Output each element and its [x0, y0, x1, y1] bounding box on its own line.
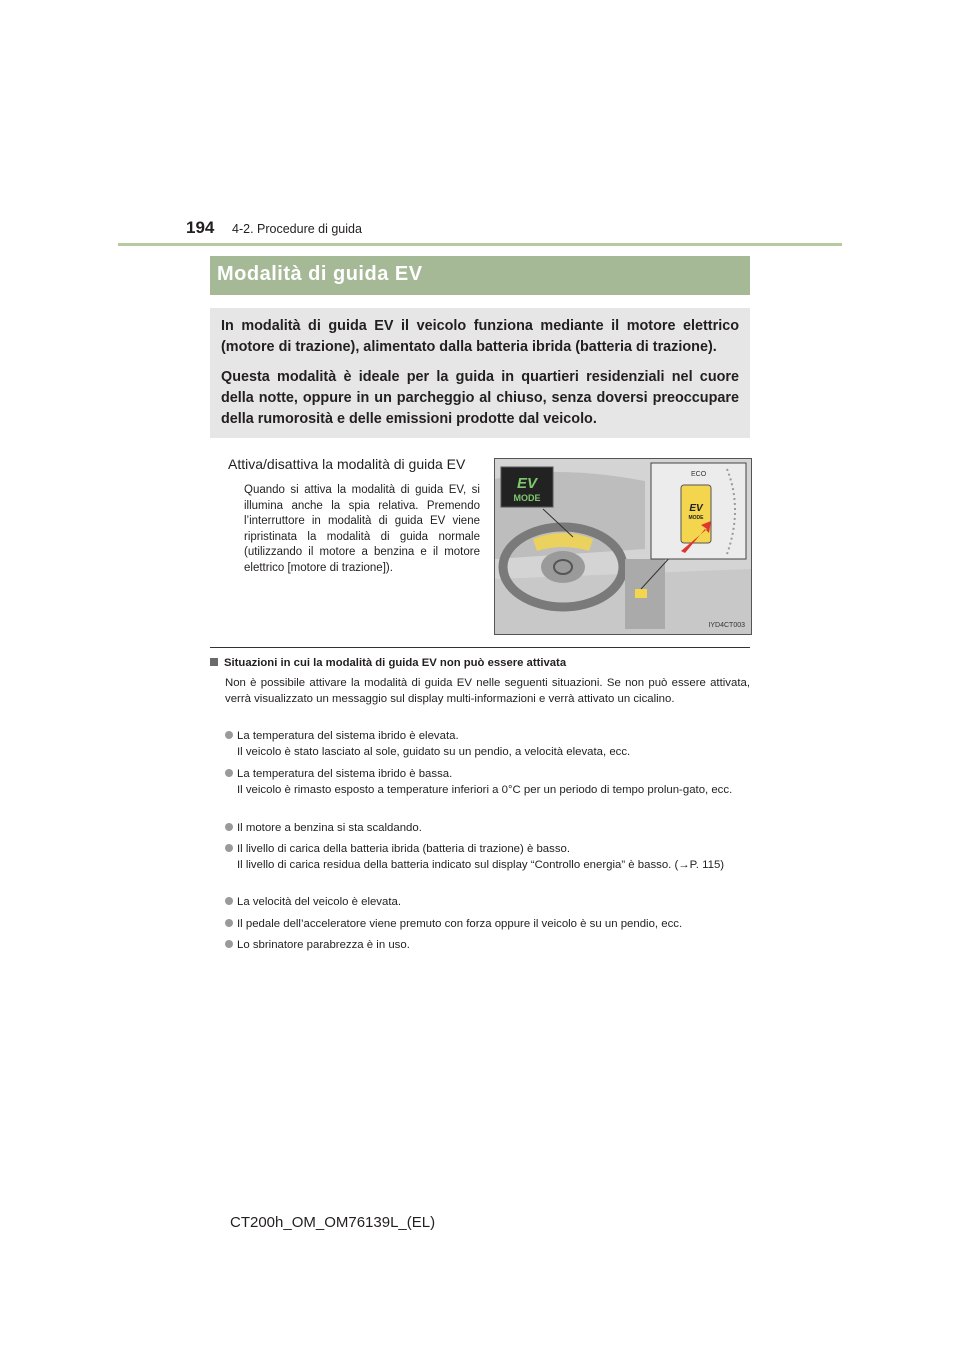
list-item: Il motore a benzina si sta scaldando.	[225, 821, 750, 837]
situations-intro: Non è possibile attivare la modalità di guida EV nelle seguenti situazioni. Se non può essere attivata, verrà visualizzato un messaggio sul display multi-informazioni e verrà attivato un cicalino.	[225, 677, 750, 705]
bullet-icon	[225, 940, 233, 948]
dashboard-illustration	[494, 458, 752, 635]
bullet-icon	[225, 919, 233, 927]
bullet-icon	[225, 731, 233, 739]
ev-indicator-mode-text: MODE	[513, 493, 541, 503]
ev-toggle-description: Quando si attiva la modalità di guida EV, si illumina anche la spia relativa. Premendo l’interruttore in modalità di guida EV viene ripristinata la modalità di guida normale (utilizzando il motore a benzina e il motore elettrico [motore di trazione]).	[244, 484, 480, 574]
bullet-icon	[225, 897, 233, 905]
section-divider	[210, 647, 750, 648]
ev-button-mode-text: MODE	[688, 515, 704, 521]
intro-paragraph-1: In modalità di guida EV il veicolo funziona mediante il motore elettrico (motore di trazione), alimentato dalla batteria ibrida (batteria di trazione).	[221, 318, 739, 355]
situations-heading	[210, 657, 566, 669]
ev-toggle-heading: Attiva/disattiva la modalità di guida EV	[228, 456, 466, 472]
list-item: Il livello di carica della batteria ibrida (batteria di trazione) è basso. Il livello di carica residua della batteria indicato sul display “Controllo energia” è basso. (→P. 115)	[225, 842, 750, 873]
header-rule	[118, 243, 842, 246]
eco-label: ECO	[691, 471, 707, 478]
list-item: La temperatura del sistema ibrido è elevata. Il veicolo è stato lasciato al sole, guidato su un pendio, a velocità elevata, ecc.	[225, 729, 750, 760]
page-number: 194	[186, 218, 215, 237]
ev-mode-button-icon	[681, 485, 711, 543]
bullet-icon	[225, 823, 233, 831]
ev-mode-switch-location	[635, 589, 647, 598]
page-title: Modalità di guida EV	[217, 263, 423, 285]
bullet-icon	[225, 769, 233, 777]
ev-indicator-text: EV	[516, 475, 538, 492]
list-item: Lo sbrinatore parabrezza è in uso.	[225, 938, 750, 954]
square-bullet-icon	[210, 658, 218, 666]
dashboard-svg	[495, 459, 751, 634]
section-title: 4-2. Procedure di guida	[232, 222, 362, 236]
figure-code: IYD4CT003	[708, 622, 745, 629]
list-item: Il pedale dell’acceleratore viene premuto con forza oppure il veicolo è su un pendio, ecc.	[225, 917, 750, 933]
list-item: La temperatura del sistema ibrido è bassa. Il veicolo è rimasto esposto a temperature inferiori a 0°C per un periodo di tempo prolun-gato, ecc.	[225, 767, 750, 798]
ev-button-text: EV	[689, 503, 703, 514]
steering-hub	[541, 551, 585, 583]
footer-document-code: CT200h_OM_OM76139L_(EL)	[230, 1214, 436, 1231]
intro-paragraph-2: Questa modalità è ideale per la guida in quartieri residenziali nel cuore della notte, oppure in un parcheggio al chiuso, senza doversi preoccupare della rumorosità e delle emissioni prodotte dal veicolo.	[221, 369, 739, 427]
situations-heading-text: Situazioni in cui la modalità di guida EV non può essere attivata	[224, 657, 567, 669]
bullet-icon	[225, 844, 233, 852]
list-item: La velocità del veicolo è elevata.	[225, 895, 750, 911]
